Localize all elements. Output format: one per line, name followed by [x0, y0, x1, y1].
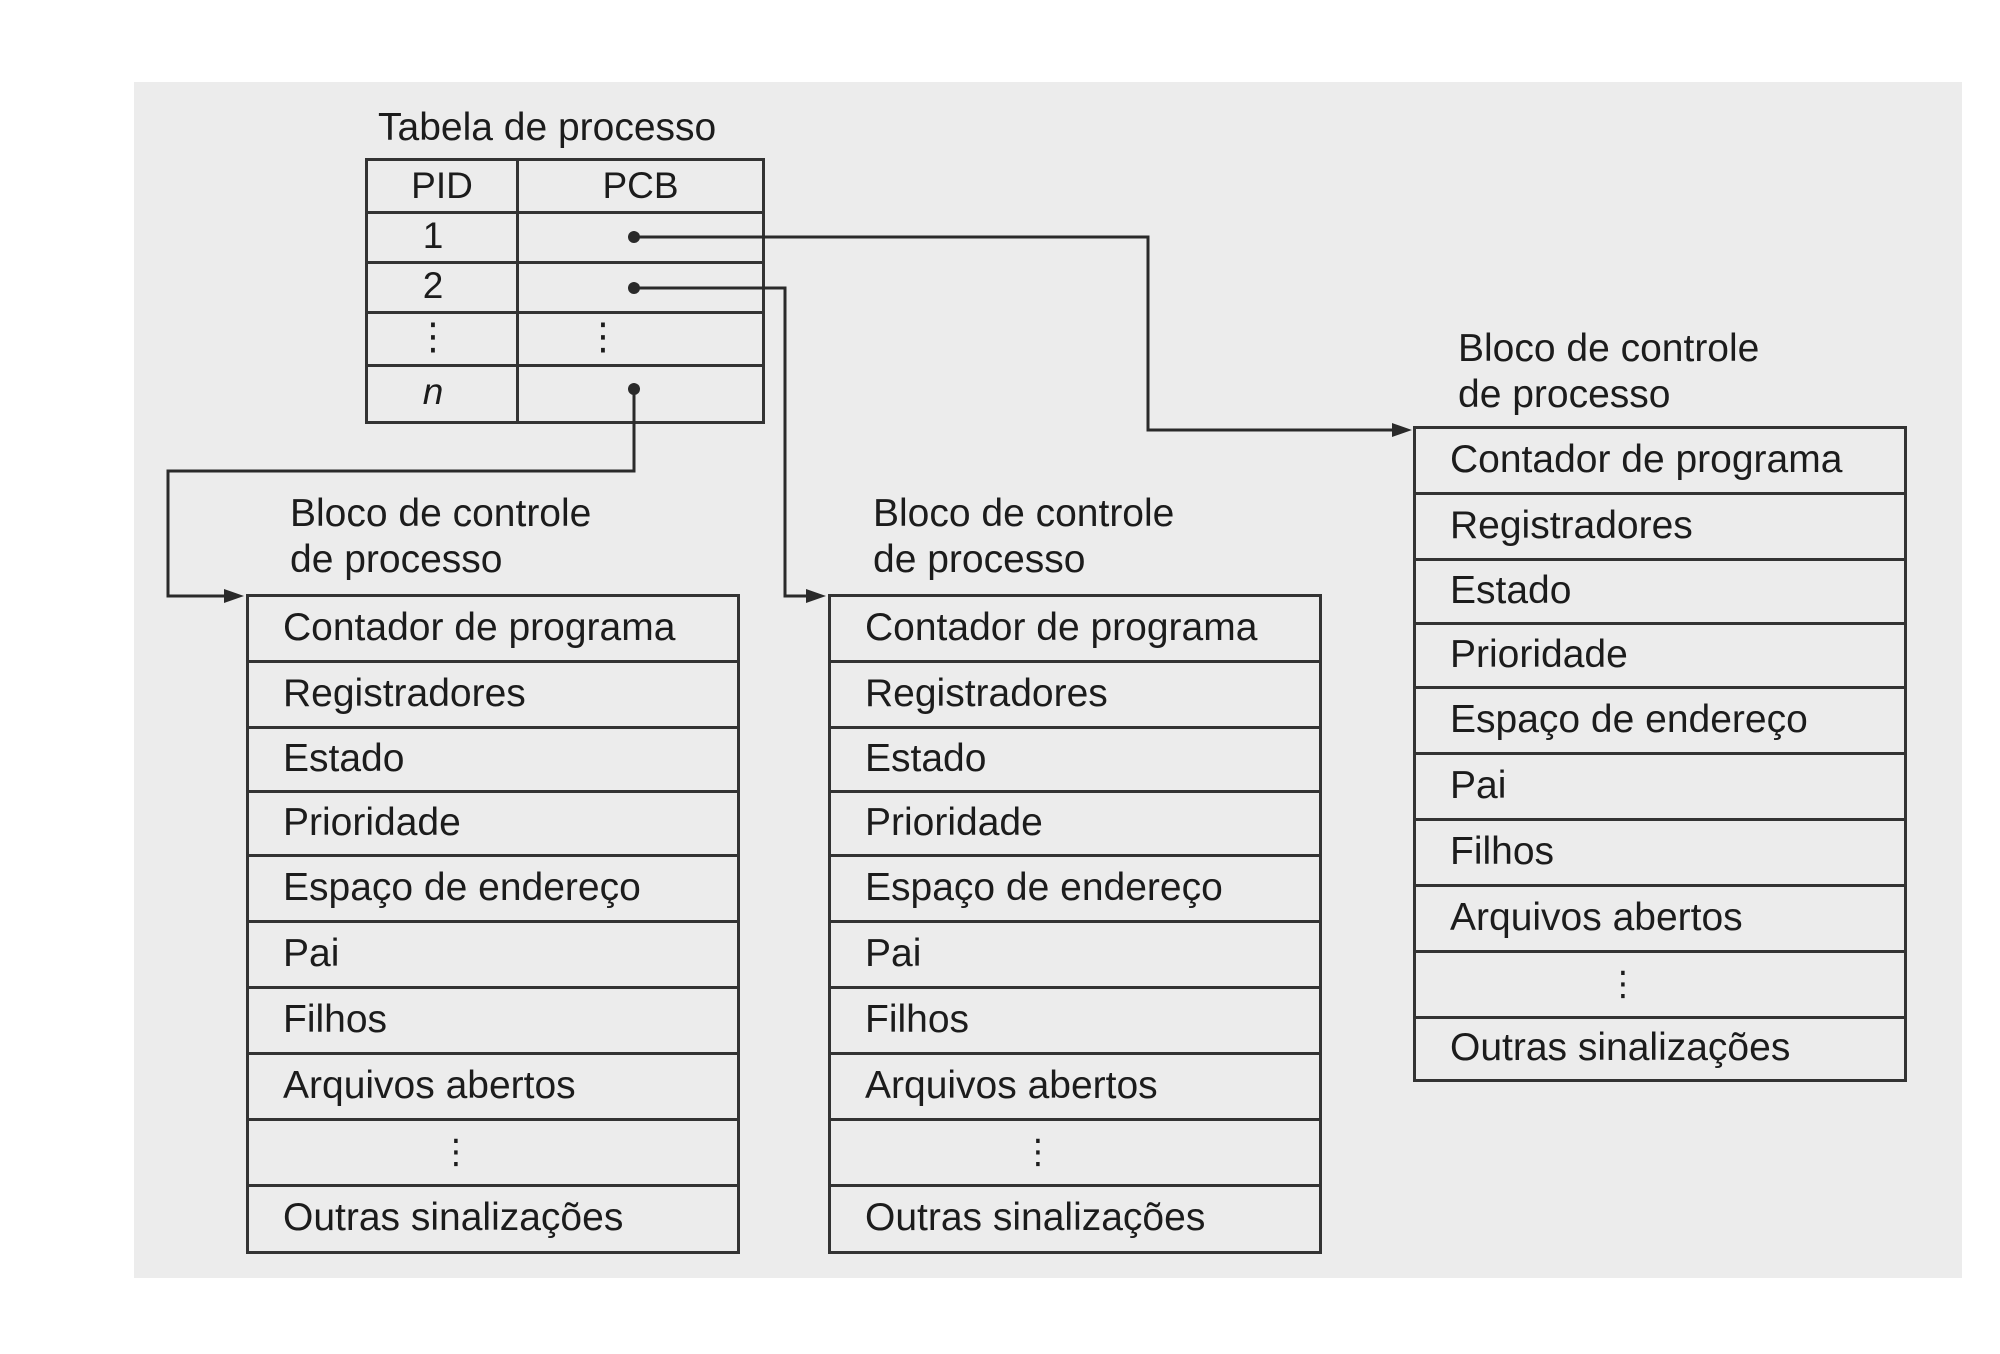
field-label: Filhos [283, 997, 388, 1041]
pcb-pointer-dot [628, 282, 640, 294]
arrowhead-right-pcb [1392, 423, 1412, 437]
process-table-title: Tabela de processo [378, 106, 717, 149]
field-label: Contador de programa [865, 605, 1258, 649]
pid-header: PID [411, 165, 473, 206]
pcb-middle-title-line1: Bloco de controle [873, 492, 1175, 535]
ellipsis-label: ⋮ [439, 1132, 473, 1171]
field-label: Outras sinalizações [1450, 1026, 1791, 1070]
ellipsis-label: ⋮ [1021, 1132, 1055, 1171]
pcb-left-title-line2: de processo [290, 538, 503, 581]
pcb-right-title-line1: Bloco de controle [1458, 327, 1760, 370]
pcb-header: PCB [602, 165, 679, 206]
pid-cell: 1 [422, 215, 444, 256]
field-label: Arquivos abertos [865, 1063, 1158, 1107]
pcb-pointer-dot [628, 231, 640, 243]
field-label: Estado [865, 736, 987, 780]
field-label: Estado [1450, 568, 1572, 612]
pointer-line-pidn [168, 389, 634, 596]
field-label: Prioridade [1450, 632, 1628, 676]
field-label: Pai [1450, 763, 1507, 807]
pcb-pointer-dot [628, 383, 640, 395]
field-label: Espaço de endereço [283, 865, 641, 909]
field-label: Espaço de endereço [1450, 697, 1808, 741]
arrowhead-left-pcb [224, 589, 244, 603]
field-label: Filhos [865, 997, 970, 1041]
arrowhead-middle-pcb [806, 589, 826, 603]
pcb-right-title-line2: de processo [1458, 373, 1671, 416]
ellipsis-label: ⋮ [1606, 964, 1640, 1003]
field-label: Estado [283, 736, 405, 780]
pointer-line-pid1 [634, 237, 1398, 430]
pid-cell: ⋮ [414, 316, 452, 357]
field-label: Pai [283, 931, 340, 975]
pointer-line-pid2 [634, 288, 810, 596]
field-label: Espaço de endereço [865, 865, 1223, 909]
pid-cell: n [422, 371, 444, 412]
field-label: Pai [865, 931, 922, 975]
field-label: Outras sinalizações [865, 1196, 1206, 1240]
field-label: Arquivos abertos [1450, 895, 1743, 939]
field-label: Prioridade [865, 800, 1043, 844]
field-label: Contador de programa [1450, 437, 1843, 481]
field-label: Outras sinalizações [283, 1196, 624, 1240]
field-label: Registradores [283, 671, 526, 715]
field-label: Contador de programa [283, 605, 676, 649]
field-label: Registradores [1450, 503, 1693, 547]
pid-cell: 2 [422, 265, 444, 306]
pcb-cell: ⋮ [584, 316, 622, 357]
field-label: Prioridade [283, 800, 461, 844]
field-label: Registradores [865, 671, 1108, 715]
pcb-middle-title-line2: de processo [873, 538, 1086, 581]
field-label: Filhos [1450, 829, 1555, 873]
pcb-left-title-line1: Bloco de controle [290, 492, 592, 535]
field-label: Arquivos abertos [283, 1063, 576, 1107]
